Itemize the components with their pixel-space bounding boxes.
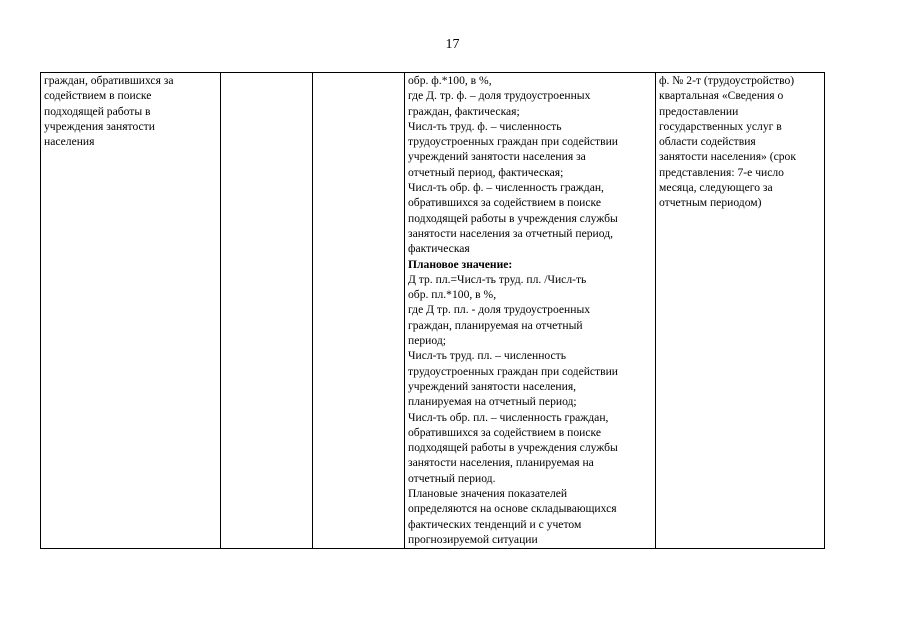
text-line: период; — [408, 334, 446, 348]
text-line: определяются на основе складывающихся — [408, 502, 617, 516]
text-line: Числ-ть труд. ф. – численность — [408, 119, 562, 133]
text-line: граждан, фактическая; — [408, 104, 520, 118]
source-cell — [656, 73, 825, 549]
empty-cell-3 — [313, 73, 405, 549]
section-heading: Плановое значение: — [408, 257, 513, 271]
text-line: подходящей работы в учреждения службы — [408, 211, 618, 225]
text-line: населения — [44, 135, 95, 149]
text-line: подходящей работы в — [44, 104, 151, 118]
text-line: фактическая — [408, 242, 470, 256]
text-line: учреждений занятости населения за — [408, 150, 586, 164]
text-line: отчетный период. — [408, 471, 496, 485]
text-line: Д тр. пл.=Числ-ть труд. пл. /Числ-ть — [408, 272, 587, 286]
text-line: учреждений занятости населения, — [408, 379, 577, 393]
text-line: обр. пл.*100, в %, — [408, 288, 497, 302]
text-line: где Д тр. пл. - доля трудоустроенных — [408, 303, 591, 317]
text-line: области содействия — [659, 135, 756, 149]
text-line: занятости населения, планируемая на — [408, 456, 594, 470]
text-line: трудоустроенных граждан при содействии — [408, 364, 619, 378]
text-line: отчетным периодом) — [659, 196, 762, 210]
text-line: обратившихся за содействием в поиске — [408, 425, 602, 439]
text-line: трудоустроенных граждан при содействии — [408, 135, 619, 149]
text-line: предоставлении — [659, 104, 739, 118]
text-line: содействием в поиске — [44, 89, 152, 103]
text-line: подходящей работы в учреждения службы — [408, 441, 618, 455]
text-line: представления: 7-е число — [659, 165, 784, 179]
text-line: прогнозируемой ситуации — [408, 532, 538, 546]
text-line: занятости населения за отчетный период, — [408, 226, 614, 240]
text-line: месяца, следующего за — [659, 181, 773, 195]
text-line: Плановые значения показателей — [408, 487, 568, 501]
text-line: Числ-ть труд. пл. – численность — [408, 349, 566, 363]
page-number: 17 — [445, 37, 460, 52]
text-line: Числ-ть обр. пл. – численность граждан, — [408, 410, 609, 424]
empty-cell-2 — [221, 73, 313, 549]
text-line: ф. № 2-т (трудоустройство) — [659, 74, 795, 87]
table-row — [41, 73, 825, 549]
text-line: государственных услуг в — [659, 119, 782, 133]
text-line: отчетный период, фактическая; — [408, 165, 564, 179]
text-line: где Д. тр. ф. – доля трудоустроенных — [408, 89, 591, 103]
text-line: граждан, обратившихся за — [44, 74, 174, 87]
indicator-name-cell — [41, 73, 221, 549]
calculation-method-cell — [405, 73, 656, 549]
text-line: граждан, планируемая на отчетный — [408, 318, 583, 332]
text-line: занятости населения» (срок — [659, 150, 796, 164]
text-line: обратившихся за содействием в поиске — [408, 196, 602, 210]
text-line: планируемая на отчетный период; — [408, 395, 577, 409]
text-line: квартальная «Сведения о — [659, 89, 784, 103]
text-line: Числ-ть обр. ф. – численность граждан, — [408, 181, 604, 195]
text-line: фактических тенденций и с учетом — [408, 517, 582, 531]
text-line: учреждения занятости — [44, 119, 155, 133]
indicator-table — [40, 72, 825, 549]
text-line: обр. ф.*100, в %, — [408, 74, 492, 87]
